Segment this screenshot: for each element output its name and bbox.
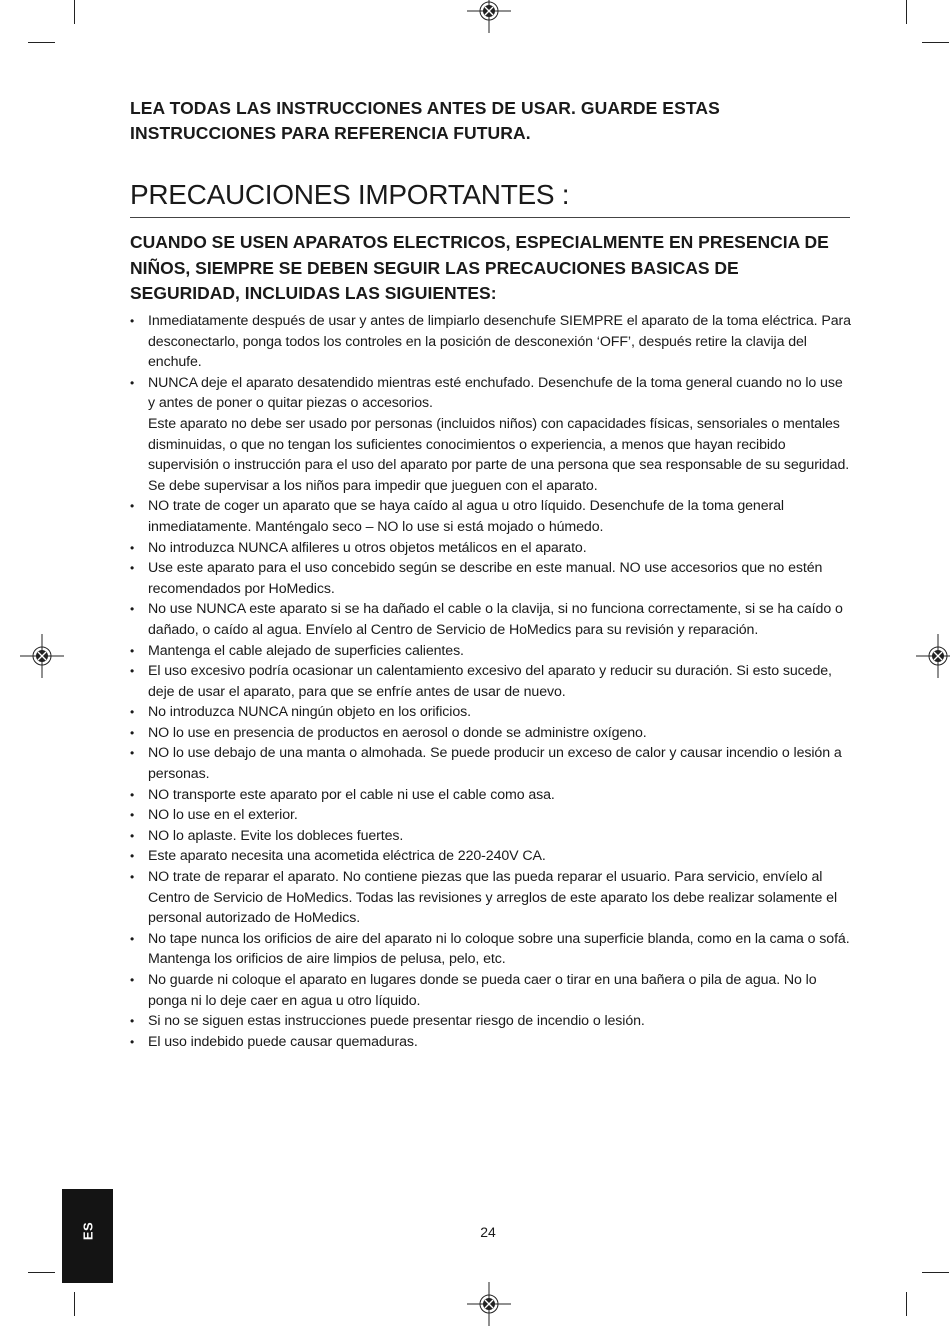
list-item — [130, 929, 852, 970]
list-item — [130, 311, 852, 373]
list-item-text: No tape nunca los orificios de aire del aparato ni lo coloque sobre una superficie blanda, como en la cama o sofá. Mantenga los orificios de aire limpios de pelusa, pelo, etc. — [148, 930, 850, 968]
list-item-text: No use NUNCA este aparato si se ha dañado el cable o la clavija, si no funciona correctamente, si se ha caído o dañado, o caído al agua. Envíelo al Centro de Servicio de HoMedics para su revisión y reparación. — [148, 601, 843, 638]
list-item — [130, 846, 852, 867]
intro-instruction: LEA TODAS LAS INSTRUCCIONES ANTES DE USAR. GUARDE ESTAS INSTRUCCIONES PARA REFERENCIA FUTURA. — [130, 98, 720, 143]
crop-mark — [28, 1272, 55, 1273]
bullet-marker: • — [130, 602, 135, 617]
bullet-marker: • — [130, 540, 135, 555]
title-divider — [130, 217, 850, 218]
bullet-marker: • — [130, 725, 135, 740]
bullet-marker: • — [130, 499, 135, 514]
crop-mark — [906, 0, 907, 24]
list-item-text: Use este aparato para el uso concebido según se describe en este manual. NO use accesorios que no estén recomendados por HoMedics. — [148, 560, 823, 597]
bullet-marker: • — [130, 746, 135, 761]
list-item — [130, 599, 852, 640]
list-item-text: NO lo use en el exterior. — [148, 807, 298, 824]
bullet-marker: • — [130, 561, 135, 576]
list-item — [130, 373, 852, 497]
list-item-text: Este aparato no debe ser usado por personas (incluidos niños) con capacidades físicas, sensoriales o mentales disminuidas, o que no tengan los suficientes conocimientos o experiencia, a menos que hayan recibido supervisión o instrucción para el uso del aparato por parte de una persona que sea responsable de su seguridad. — [148, 415, 850, 474]
crop-mark — [74, 1292, 75, 1316]
precautions-list — [130, 311, 852, 1052]
crop-mark — [922, 1272, 949, 1273]
list-item — [130, 743, 852, 784]
list-item — [130, 1011, 852, 1032]
bullet-marker: • — [130, 787, 135, 802]
list-item — [130, 826, 852, 847]
list-item — [130, 538, 852, 559]
language-label: ES — [80, 1221, 95, 1241]
registration-mark-icon — [20, 634, 64, 678]
list-item — [130, 970, 852, 1011]
list-item — [130, 661, 852, 702]
list-item-text: Se debe supervisar a los niños para impedir que jueguen con el aparato. — [148, 477, 598, 494]
bullet-marker: • — [130, 1014, 135, 1029]
list-item-text: NO transporte este aparato por el cable ni use el cable como asa. — [148, 786, 555, 803]
registration-mark-icon — [467, 1282, 511, 1326]
list-item — [130, 702, 852, 723]
registration-mark-icon — [467, 0, 511, 33]
list-item-text: No introduzca NUNCA ningún objeto en los orificios. — [148, 704, 471, 721]
bullet-marker: • — [130, 973, 135, 987]
list-item-text: No guarde ni coloque el aparato en lugares donde se pueda caer o tirar en una bañera o pila de agua. No lo ponga ni lo deje caer en agua u otro líquido. — [148, 972, 817, 1009]
registration-mark-icon — [916, 634, 950, 678]
list-item — [130, 558, 852, 599]
crop-mark — [906, 1292, 907, 1316]
bullet-marker: • — [130, 808, 135, 823]
list-item-text: NO trate de coger un aparato que se haya caído al agua u otro líquido. Desenchufe de la toma general inmediatamente. Manténgalo seco – NO lo use si está mojado o húmedo. — [148, 498, 784, 535]
list-item — [130, 641, 852, 662]
list-item-text: Mantenga el cable alejado de superficies calientes. — [148, 642, 464, 659]
list-item-text: No introduzca NUNCA alfileres u otros objetos metálicos en el aparato. — [148, 539, 587, 556]
list-item — [130, 723, 852, 744]
bullet-marker: • — [130, 643, 135, 658]
bullet-marker: • — [130, 849, 135, 864]
page-number: 24 — [480, 1224, 496, 1240]
bullet-marker: • — [130, 375, 135, 390]
bullet-marker: • — [130, 828, 135, 843]
crop-mark — [28, 42, 55, 43]
list-item-text: Si no se siguen estas instrucciones puede presentar riesgo de incendio o lesión. — [148, 1013, 645, 1030]
bullet-marker: • — [130, 931, 135, 946]
page-title: PRECAUCIONES IMPORTANTES : — [130, 179, 570, 210]
list-item-text: NO lo aplaste. Evite los dobleces fuertes. — [148, 827, 404, 844]
bullet-marker: • — [130, 705, 135, 720]
list-item-text: NO lo use en presencia de productos en aerosol o donde se administre oxígeno. — [148, 724, 647, 741]
list-item-text: Inmediatamente después de usar y antes de limpiarlo desenchufe SIEMPRE el aparato de la toma eléctrica. Para desconectarlo, ponga todos los controles en la posición de desconexión ‘OFF’, después retire la clavija del enchufe. — [148, 313, 851, 371]
bullet-marker: • — [130, 1034, 135, 1049]
bullet-marker: • — [130, 870, 135, 885]
bullet-marker: • — [130, 664, 135, 679]
list-item — [130, 867, 852, 929]
list-item — [130, 496, 852, 537]
crop-mark — [922, 42, 949, 43]
list-item-text: NO trate de reparar el aparato. No contiene piezas que las pueda reparar el usuario. Para servicio, envíelo al Centro de Servicio de HoMedics. Todas las revisiones y arreglos de este aparato los debe realizar solamente el personal autorizado de HoMedics. — [148, 869, 838, 927]
list-item-text: Este aparato necesita una acometida eléctrica de 220-240V CA. — [148, 848, 546, 865]
list-item — [130, 805, 852, 826]
section-heading: CUANDO SE USEN APARATOS ELECTRICOS, ESPECIALMENTE EN PRESENCIA DE NIÑOS, SIEMPRE SE DEBEN SEGUIR LAS PRECAUCIONES BASICAS DE SEGURIDAD, INCLUIDAS LAS SIGUIENTES: — [130, 232, 829, 303]
language-tab — [62, 1189, 113, 1283]
list-item-text: El uso indebido puede causar quemaduras. — [148, 1033, 418, 1050]
bullet-marker: • — [130, 314, 135, 328]
list-item-text: NO lo use debajo de una manta o almohada. Se puede producir un exceso de calor y causar incendio o lesión a personas. — [148, 745, 842, 783]
list-item-text: NUNCA deje el aparato desatendido mientras esté enchufado. Desenchufe de la toma general cuando no lo use y antes de poner o quitar piezas o accesorios. — [148, 374, 843, 412]
list-item — [130, 785, 852, 806]
list-item — [130, 1032, 852, 1053]
list-item-text: El uso excesivo podría ocasionar un calentamiento excesivo del aparato y reducir su duración. Si esto sucede, deje de usar el aparato, para que se enfríe antes de usar de nuevo. — [148, 663, 832, 700]
crop-mark — [74, 0, 75, 24]
